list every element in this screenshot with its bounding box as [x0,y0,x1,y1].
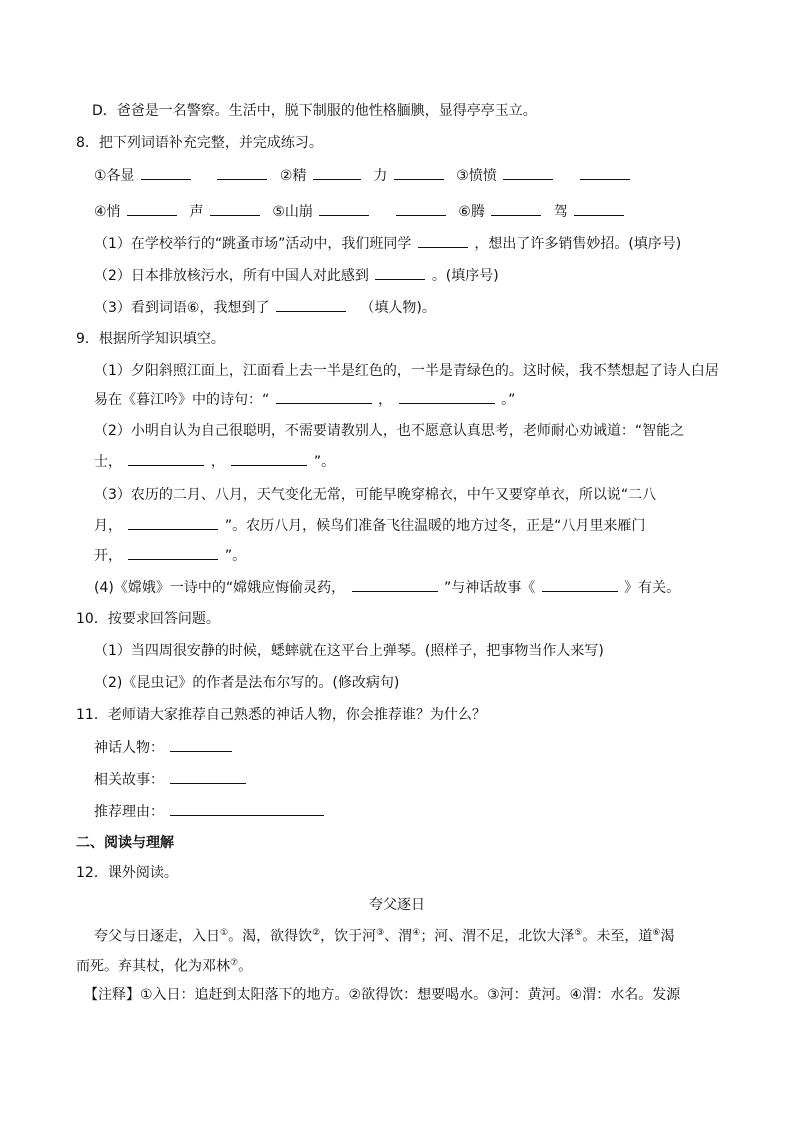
answer-blank[interactable] [276,297,346,312]
question-8-sub-1 [94,233,681,254]
question-7-option-d: D．爸爸是一名警察。生活中，脱下制服的他性格腼腆，显得亭亭玉立。 [92,103,537,119]
question-11-character [94,737,234,758]
footnote-mark: ⑦ [230,958,239,968]
question-9-sub-1-line-2 [94,389,515,410]
question-9-sub-4 [94,577,680,598]
section-2-heading: 二、阅读与理解 [76,835,174,851]
blank[interactable] [141,165,191,180]
question-9-stem: 9．根据所学知识填空。 [76,331,225,347]
word-6-part: 驾 [553,204,568,220]
question-9-sub-1-line-1: （1）夕阳斜照江面上，江面看上去一半是红色的，一半是青绿色的。这时候，我不禁想起了诗人白居 [94,363,719,379]
word-5: ⑤山崩 [272,204,313,220]
footnote-mark: ⑥ [652,928,661,938]
text: 。” [501,392,516,408]
text: ”与神话故事《 [444,580,536,596]
question-8-sub-3 [94,297,436,318]
answer-blank[interactable] [128,545,218,560]
question-11-stem: 11．老师请大家推荐自己熟悉的神话人物，你会推荐谁？为什么？ [76,707,486,723]
question-8-row-2 [94,201,626,222]
answer-blank[interactable] [542,577,618,592]
text: 神话人物： [94,740,164,756]
blank[interactable] [580,165,630,180]
word-3: ③愤愤 [456,168,497,184]
blank[interactable] [313,165,361,180]
text: （3）看到词语⑥，我想到了 [94,300,270,316]
question-9-sub-3-line-1: （3）农历的二月、八月，天气变化无常，可能早晚穿棉衣，中午又要穿单衣，所以说“二八 [94,487,657,503]
text: ”。农历八月，候鸟们准备飞往温暖的地方过冬，正是“八月里来雁门 [224,518,646,534]
question-10-sub-2: （2)《昆虫记》的作者是法布尔写的。(修改病句) [94,675,400,691]
text: 易在《暮江吟》中的诗句：“ [94,392,270,408]
answer-blank[interactable] [128,515,218,530]
footnote-mark: ⑤ [574,928,583,938]
essay-line-2 [76,953,252,977]
blank[interactable] [319,201,369,216]
blank[interactable] [127,201,177,216]
text: 渴 [660,928,675,945]
answer-blank[interactable] [170,737,232,752]
blank[interactable] [210,201,260,216]
text: 月， [94,518,122,534]
text: 推荐理由： [94,804,164,820]
footnote-mark: ④ [412,928,421,938]
word-2-part: 力 [373,168,388,184]
text: 》有关。 [624,580,681,596]
word-4: ④悄 [94,204,121,220]
question-10-sub-1: （1）当四周很安静的时候，蟋蟀就在这平台上弹琴。(照样子，把事物当作人来写) [94,643,604,659]
word-4-part: 声 [189,204,204,220]
question-12-stem: 12．课外阅读。 [76,865,178,881]
essay-line-1 [94,923,674,947]
text: (4)《嫦娥》一诗中的“嫦娥应悔偷灵药， [94,580,346,596]
answer-blank[interactable] [418,233,468,248]
answer-blank[interactable] [170,769,246,784]
footnote-mark: ③ [376,928,385,938]
word-6: ⑥腾 [458,204,485,220]
question-8-row-1 [94,165,632,186]
text: 而死。弃其杖，化为邓林 [76,958,230,975]
footnote-mark: ② [312,928,321,938]
text: ”。 [313,454,336,470]
text: 、渭 [384,928,413,945]
blank[interactable] [574,201,624,216]
answer-blank[interactable] [128,451,204,466]
answer-blank[interactable] [170,801,324,816]
question-9-sub-2-line-2 [94,451,335,472]
text: ，饮于河 [320,928,377,945]
question-10-stem: 10．按要求回答问题。 [76,611,220,627]
answer-blank[interactable] [231,451,307,466]
text: 士， [94,454,122,470]
text: 。 [238,958,253,975]
footnote-mark: ① [220,928,229,938]
question-9-sub-3-line-3 [94,545,246,566]
blank[interactable] [217,165,267,180]
question-8-sub-2 [94,265,499,286]
answer-blank[interactable] [399,389,495,404]
word-2: ②精 [279,168,307,184]
answer-blank[interactable] [276,389,372,404]
text: （填人物)。 [360,300,436,316]
text: 开， [94,548,122,564]
word-1: ①各显 [94,168,135,184]
question-9-sub-2-line-1: （2）小明自认为自己很聪明，不需要请教别人，也不愿意认真思考，老师耐心劝诫道：“智能之 [94,423,685,439]
blank[interactable] [396,201,446,216]
text: （2）日本排放核污水，所有中国人对此感到 [94,268,369,284]
text: ；河、渭不足，北饮大泽 [420,928,575,945]
blank[interactable] [394,165,444,180]
text: （1）在学校举行的“跳蚤市场”活动中，我们班同学 [94,236,412,252]
answer-blank[interactable] [352,577,438,592]
question-8-stem: 8．把下列词语补充完整，并完成练习。 [76,135,323,151]
text: ”。 [224,548,247,564]
text: 。渴，欲得饮 [228,928,313,945]
answer-blank[interactable] [375,265,425,280]
blank[interactable] [491,201,541,216]
text: 夸父与日逐走，入日 [94,928,220,945]
text: ，想出了许多销售妙招。(填序号) [474,236,682,252]
question-9-sub-3-line-2 [94,515,645,536]
essay-title: 夸父逐日 [369,897,425,913]
text: 。未至，道 [582,928,653,945]
text: 。(填序号) [431,268,499,284]
question-11-story [94,769,248,790]
blank[interactable] [503,165,553,180]
text: ， [210,454,225,470]
essay-notes: 【注释】①入日：追赶到太阳落下的地方。②欲得饮：想要喝水。③河：黄河。④渭：水名。发源 [84,987,681,1003]
question-11-reason [94,801,326,822]
text: 相关故事： [94,772,164,788]
text: ， [378,392,393,408]
